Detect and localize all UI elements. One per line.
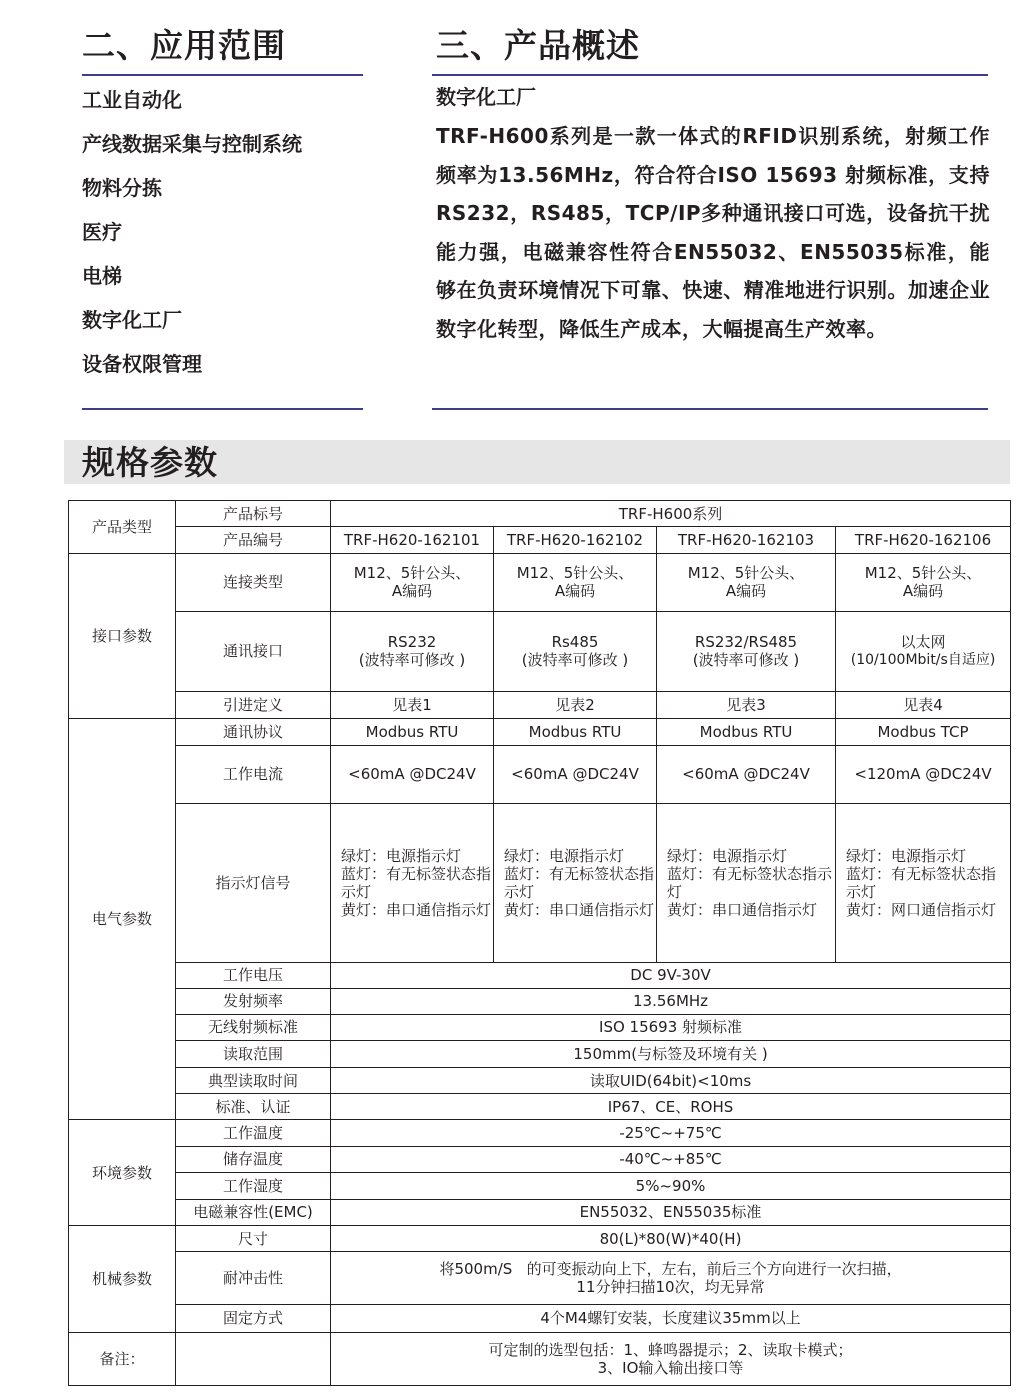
table-row	[69, 1014, 1011, 1040]
value-cell: 见表1	[331, 692, 494, 719]
group-mechanical: 机械参数	[69, 1225, 176, 1332]
row-label: 工作电流	[176, 746, 331, 803]
value-cell: <60mA @DC24V	[657, 746, 836, 803]
cell-line: M12、5针公头、	[353, 564, 471, 583]
row-label: 工作电压	[176, 962, 331, 988]
row-label: 指示灯信号	[176, 803, 331, 962]
application-item: 工业自动化	[82, 88, 182, 112]
row-label: 产品编号	[176, 527, 331, 554]
cell-line: M12、5针公头、	[687, 564, 805, 583]
row-label: 电磁兼容性(EMC)	[176, 1199, 331, 1225]
table-row	[69, 1040, 1011, 1067]
application-item: 产线数据采集与控制系统	[82, 132, 302, 156]
cell-line: (10/100Mbit/s自适应)	[850, 652, 996, 669]
row-label: 连接类型	[176, 554, 331, 611]
applications-divider-bottom	[82, 408, 363, 410]
row-label: 工作湿度	[176, 1172, 331, 1199]
value-cell	[836, 803, 1011, 962]
cell-line: A编码	[902, 582, 944, 601]
row-label: 通讯接口	[176, 611, 331, 691]
row-value: IP67、CE、ROHS	[331, 1094, 1011, 1120]
cell-line: 蓝灯：有无标签状态指示灯	[667, 864, 833, 901]
row-value	[331, 1252, 1011, 1305]
cell-line: 黄灯：串口通信指示灯	[504, 900, 655, 919]
cell-line: (波特率可修改 )	[521, 651, 629, 670]
cell-line: 蓝灯：有无标签状态指示灯	[846, 864, 997, 901]
row-label: 固定方式	[176, 1305, 331, 1332]
row-label: 耐冲击性	[176, 1252, 331, 1305]
table-row	[69, 1120, 1011, 1146]
value-cell	[657, 554, 836, 611]
cell-line: 绿灯：电源指示灯	[667, 846, 788, 865]
table-row	[69, 501, 1011, 527]
group-interface: 接口参数	[69, 554, 176, 719]
cell-line: 黄灯：网口通信指示灯	[846, 900, 997, 919]
cell-line: M12、5针公头、	[516, 564, 634, 583]
row-label: 标准、认证	[176, 1094, 331, 1120]
value-cell: <60mA @DC24V	[494, 746, 657, 803]
table-row	[69, 1172, 1011, 1199]
table-row	[69, 692, 1011, 719]
cell-line: 可定制的选型包括：1、蜂鸣器提示；2、读取卡模式；	[488, 1340, 853, 1359]
value-cell	[494, 803, 657, 962]
cell-line: 蓝灯：有无标签状态指示灯	[341, 864, 492, 901]
table-row	[69, 1305, 1011, 1332]
value-cell: 见表4	[836, 692, 1011, 719]
cell-line: 将500m/S 的可变振动向上下，左右，前后三个方向进行一次扫描，	[439, 1260, 902, 1279]
group-notes: 备注：	[69, 1332, 176, 1385]
application-item: 设备权限管理	[82, 352, 202, 376]
model-cell: TRF-H620-162106	[836, 527, 1011, 554]
row-label: 无线射频标准	[176, 1014, 331, 1040]
cell-line: Rs485	[551, 633, 599, 652]
row-label: 储存温度	[176, 1146, 331, 1172]
row-value: 读取UID(64bit)<10ms	[331, 1068, 1011, 1094]
value-cell: Modbus RTU	[331, 719, 494, 746]
group-electrical: 电气参数	[69, 719, 176, 1120]
value-cell	[331, 611, 494, 691]
notes-value	[331, 1332, 1011, 1385]
spec-title: 规格参数	[82, 443, 218, 482]
table-row	[69, 1332, 1011, 1385]
value-cell: <60mA @DC24V	[331, 746, 494, 803]
table-row	[69, 962, 1011, 988]
row-label: 典型读取时间	[176, 1068, 331, 1094]
group-product-type: 产品类型	[69, 501, 176, 554]
row-label: 通讯协议	[176, 719, 331, 746]
table-row	[69, 1252, 1011, 1305]
cell-line: 绿灯：电源指示灯	[504, 846, 625, 865]
value-cell	[657, 803, 836, 962]
table-row	[69, 1068, 1011, 1094]
value-cell	[494, 554, 657, 611]
row-value: 5%~90%	[331, 1172, 1011, 1199]
cell-line: 11分钟扫描10次，均无异常	[576, 1278, 765, 1297]
overview-divider-bottom	[432, 408, 988, 410]
table-row	[69, 611, 1011, 691]
row-value: EN55032、EN55035标准	[331, 1199, 1011, 1225]
cell-line: 3、IO输入输出接口等	[597, 1358, 744, 1377]
cell-line: 绿灯：电源指示灯	[341, 846, 462, 865]
cell-line: 蓝灯：有无标签状态指示灯	[504, 864, 655, 901]
group-environment: 环境参数	[69, 1120, 176, 1226]
table-row	[69, 1199, 1011, 1225]
cell-line: (波特率可修改 )	[692, 651, 800, 670]
value-cell	[836, 611, 1011, 691]
cell-line: M12、5针公头、	[864, 564, 982, 583]
value-cell: 见表2	[494, 692, 657, 719]
row-value: 13.56MHz	[331, 988, 1011, 1014]
application-item: 数字化工厂	[82, 308, 182, 332]
value-cell: Modbus RTU	[657, 719, 836, 746]
overview-subtitle: 数字化工厂	[436, 85, 536, 109]
overview-title: 三、产品概述	[436, 26, 640, 65]
value-cell	[331, 803, 494, 962]
table-row	[69, 554, 1011, 611]
row-value: 4个M4螺钉安装，长度建议35mm以上	[331, 1305, 1011, 1332]
value-cell: 见表3	[657, 692, 836, 719]
row-label: 尺寸	[176, 1225, 331, 1251]
table-row	[69, 1225, 1011, 1251]
row-label: 工作温度	[176, 1120, 331, 1146]
cell-line: A编码	[391, 582, 433, 601]
table-row	[69, 527, 1011, 554]
applications-divider-top	[82, 74, 363, 76]
row-value: -40℃~+85℃	[331, 1146, 1011, 1172]
application-item: 电梯	[82, 264, 122, 288]
applications-list	[82, 84, 302, 392]
value-cell: Modbus TCP	[836, 719, 1011, 746]
application-item: 医疗	[82, 220, 122, 244]
value-cell	[836, 554, 1011, 611]
value-cell: Modbus RTU	[494, 719, 657, 746]
value-cell	[331, 554, 494, 611]
row-value: 150mm(与标签及环境有关 )	[331, 1040, 1011, 1067]
table-row	[69, 988, 1011, 1014]
row-value: ISO 15693 射频标准	[331, 1014, 1011, 1040]
overview-body: TRF-H600系列是一款一体式的RFID识别系统，射频工作频率为13.56MHz，符合符合ISO 15693 射频标准，支持RS232，RS485，TCP/IP多种通讯接口可选，设备抗干扰能力强，电磁兼容性符合EN55032、EN55035标准，能够在负责环境情况下可靠、快速、精准地进行识别。加速企业数字化转型，降低生产成本，大幅提高生产效率。	[436, 124, 990, 341]
row-value: DC 9V-30V	[331, 962, 1011, 988]
cell-line: (波特率可修改 )	[358, 651, 466, 670]
spec-table	[68, 500, 1011, 1386]
table-row	[69, 803, 1011, 962]
application-item: 物料分拣	[82, 176, 162, 200]
overview-divider-top	[432, 74, 988, 76]
table-row	[69, 746, 1011, 803]
row-value: TRF-H600系列	[331, 501, 1011, 527]
cell-line: RS232/RS485	[694, 633, 798, 652]
cell-line: A编码	[554, 582, 596, 601]
cell-line: 绿灯：电源指示灯	[846, 846, 967, 865]
row-label: 引进定义	[176, 692, 331, 719]
row-label: 读取范围	[176, 1040, 331, 1067]
cell-line: RS232	[387, 633, 437, 652]
model-cell: TRF-H620-162102	[494, 527, 657, 554]
table-row	[69, 1094, 1011, 1120]
table-row	[69, 1146, 1011, 1172]
model-cell: TRF-H620-162103	[657, 527, 836, 554]
row-label: 产品标号	[176, 501, 331, 527]
applications-title: 二、应用范围	[82, 26, 286, 65]
cell-line: A编码	[725, 582, 767, 601]
row-label: 发射频率	[176, 988, 331, 1014]
value-cell	[657, 611, 836, 691]
row-value: -25℃~+75℃	[331, 1120, 1011, 1146]
cell-line: 以太网	[900, 633, 946, 652]
cell-line: 黄灯：串口通信指示灯	[667, 900, 818, 919]
cell-line: 黄灯：串口通信指示灯	[341, 900, 492, 919]
row-value: 80(L)*80(W)*40(H)	[331, 1225, 1011, 1251]
table-row	[69, 719, 1011, 746]
notes-blank-cell	[176, 1332, 331, 1385]
value-cell	[494, 611, 657, 691]
model-cell: TRF-H620-162101	[331, 527, 494, 554]
value-cell: <120mA @DC24V	[836, 746, 1011, 803]
